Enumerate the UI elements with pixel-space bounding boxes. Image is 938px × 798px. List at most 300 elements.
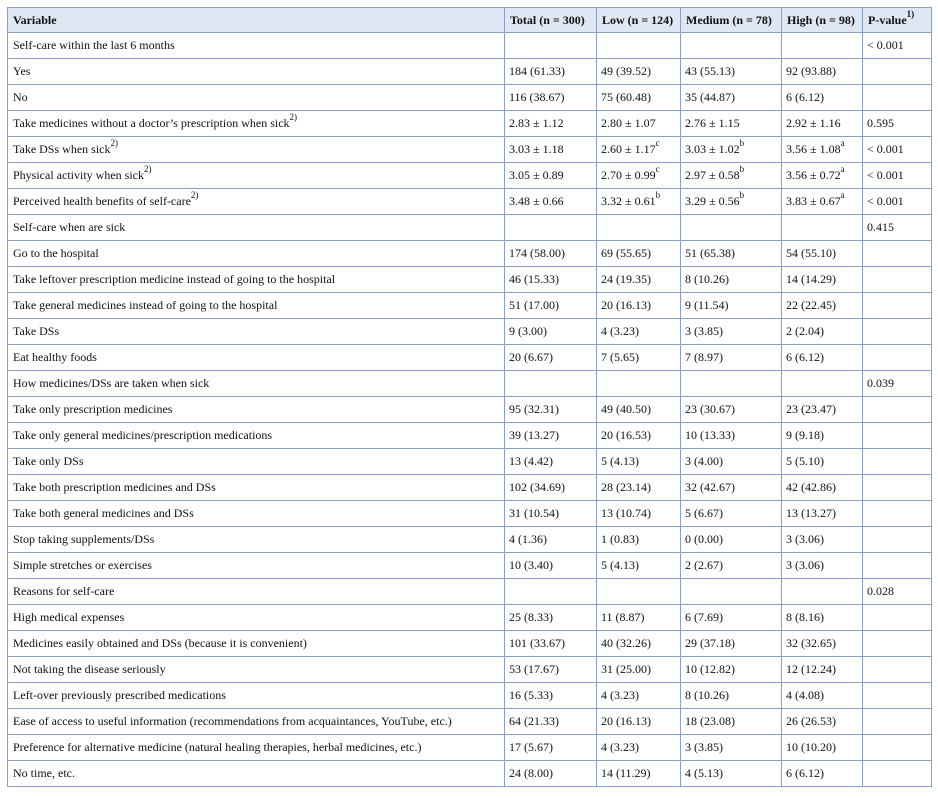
cell-text: 31 (10.54) <box>509 506 559 520</box>
cell-variable <box>8 579 505 605</box>
footnote-marker: b <box>739 138 745 148</box>
cell-text: 9 (9.18) <box>786 428 824 442</box>
cell-p-value <box>863 111 932 137</box>
cell-medium <box>681 85 782 111</box>
cell-text: 5 (6.67) <box>685 506 723 520</box>
cell-variable <box>8 163 505 189</box>
cell-text: Preference for alternative medicine (natural healing therapies, herbal medicines, etc.) <box>13 740 422 754</box>
cell-medium <box>681 397 782 423</box>
cell-text: 7 (5.65) <box>601 350 639 364</box>
cell-text: 22 (22.45) <box>786 298 836 312</box>
cell-text: 40 (32.26) <box>601 636 651 650</box>
cell-low <box>597 241 681 267</box>
table-row <box>8 189 932 215</box>
cell-low <box>597 33 681 59</box>
cell-low <box>597 215 681 241</box>
footnote-marker: b <box>655 190 661 200</box>
cell-high <box>782 631 863 657</box>
cell-variable <box>8 449 505 475</box>
cell-high <box>782 761 863 787</box>
cell-variable <box>8 33 505 59</box>
cell-total <box>505 709 597 735</box>
table-row <box>8 371 932 397</box>
cell-medium <box>681 293 782 319</box>
cell-p-value <box>863 33 932 59</box>
cell-total <box>505 85 597 111</box>
cell-total <box>505 371 597 397</box>
table-header <box>8 8 932 33</box>
cell-medium <box>681 111 782 137</box>
cell-text: 13 (13.27) <box>786 506 836 520</box>
cell-high <box>782 293 863 319</box>
cell-medium <box>681 267 782 293</box>
cell-text: 3 (3.85) <box>685 740 723 754</box>
cell-low <box>597 267 681 293</box>
cell-medium <box>681 631 782 657</box>
cell-total <box>505 449 597 475</box>
cell-medium <box>681 475 782 501</box>
cell-high <box>782 735 863 761</box>
cell-text: 4 (3.23) <box>601 688 639 702</box>
cell-text: < 0.001 <box>867 194 904 208</box>
cell-text: Take DSs <box>13 324 60 338</box>
table-row <box>8 683 932 709</box>
cell-total <box>505 423 597 449</box>
footnote-marker: 2) <box>143 164 152 174</box>
column-header-variable <box>8 8 505 33</box>
cell-p-value <box>863 293 932 319</box>
footnote-marker: c <box>655 138 660 148</box>
cell-text: Take only prescription medicines <box>13 402 173 416</box>
column-header-high <box>782 8 863 33</box>
cell-text: 32 (32.65) <box>786 636 836 650</box>
cell-p-value <box>863 553 932 579</box>
cell-text: 1 (0.83) <box>601 532 639 546</box>
cell-low <box>597 397 681 423</box>
cell-total <box>505 33 597 59</box>
cell-text: Simple stretches or exercises <box>13 558 152 572</box>
table-row <box>8 579 932 605</box>
cell-text: 2 (2.67) <box>685 558 723 572</box>
cell-variable <box>8 241 505 267</box>
cell-total <box>505 475 597 501</box>
table-row <box>8 85 932 111</box>
cell-text: Take both prescription medicines and DSs <box>13 480 216 494</box>
footnote-marker: b <box>739 190 745 200</box>
cell-low <box>597 475 681 501</box>
cell-high <box>782 423 863 449</box>
column-header-p-value <box>863 8 932 33</box>
cell-medium <box>681 163 782 189</box>
cell-text: 75 (60.48) <box>601 90 651 104</box>
cell-low <box>597 605 681 631</box>
cell-text: Take only DSs <box>13 454 84 468</box>
cell-text: 3 (3.06) <box>786 532 824 546</box>
cell-text: 13 (4.42) <box>509 454 553 468</box>
cell-variable <box>8 527 505 553</box>
cell-text: 4 (3.23) <box>601 324 639 338</box>
cell-variable <box>8 501 505 527</box>
table-row <box>8 241 932 267</box>
cell-text: 25 (8.33) <box>509 610 553 624</box>
cell-high <box>782 657 863 683</box>
table-row <box>8 631 932 657</box>
cell-text: Eat healthy foods <box>13 350 97 364</box>
cell-medium <box>681 215 782 241</box>
cell-text: 4 (3.23) <box>601 740 639 754</box>
cell-high <box>782 215 863 241</box>
table-row <box>8 345 932 371</box>
cell-high <box>782 111 863 137</box>
cell-text: 13 (10.74) <box>601 506 651 520</box>
cell-medium <box>681 241 782 267</box>
cell-variable <box>8 189 505 215</box>
cell-p-value <box>863 59 932 85</box>
table-row <box>8 605 932 631</box>
cell-low <box>597 449 681 475</box>
cell-high <box>782 527 863 553</box>
cell-text: 42 (42.86) <box>786 480 836 494</box>
cell-total <box>505 163 597 189</box>
table-row <box>8 501 932 527</box>
cell-text: 116 (38.67) <box>509 90 565 104</box>
cell-p-value <box>863 345 932 371</box>
cell-p-value <box>863 449 932 475</box>
cell-text: 2.80 ± 1.07 <box>601 116 656 130</box>
cell-text: Self-care when are sick <box>13 220 126 234</box>
table-row <box>8 111 932 137</box>
cell-low <box>597 137 681 163</box>
cell-text: 24 (8.00) <box>509 766 553 780</box>
cell-text: 2.60 ± 1.17 <box>601 142 656 156</box>
cell-text: High medical expenses <box>13 610 125 624</box>
cell-p-value <box>863 761 932 787</box>
cell-text: 3.29 ± 0.56 <box>685 194 740 208</box>
cell-total <box>505 293 597 319</box>
cell-variable <box>8 371 505 397</box>
cell-high <box>782 449 863 475</box>
cell-text: 2.70 ± 0.99 <box>601 168 656 182</box>
cell-high <box>782 319 863 345</box>
cell-text: 8 (10.26) <box>685 272 729 286</box>
cell-low <box>597 189 681 215</box>
cell-total <box>505 631 597 657</box>
cell-medium <box>681 423 782 449</box>
cell-total <box>505 761 597 787</box>
cell-text: 0.415 <box>867 220 894 234</box>
cell-text: 10 (10.20) <box>786 740 836 754</box>
cell-variable <box>8 553 505 579</box>
table-row <box>8 319 932 345</box>
cell-text: Perceived health benefits of self-care <box>13 194 191 208</box>
table-row <box>8 553 932 579</box>
cell-variable <box>8 423 505 449</box>
footnote-marker: a <box>840 164 845 174</box>
cell-high <box>782 137 863 163</box>
cell-p-value <box>863 527 932 553</box>
cell-text: 3.56 ± 1.08 <box>786 142 841 156</box>
cell-text: 102 (34.69) <box>509 480 565 494</box>
cell-text: 174 (58.00) <box>509 246 565 260</box>
column-header-label: Medium (n = 78) <box>686 12 772 27</box>
cell-text: 49 (39.52) <box>601 64 651 78</box>
cell-text: 0.028 <box>867 584 894 598</box>
footnote-marker: 2) <box>289 112 298 122</box>
table-row <box>8 33 932 59</box>
cell-text: 3.03 ± 1.18 <box>509 142 564 156</box>
cell-p-value <box>863 189 932 215</box>
cell-low <box>597 553 681 579</box>
cell-p-value <box>863 397 932 423</box>
cell-text: 10 (3.40) <box>509 558 553 572</box>
cell-total <box>505 683 597 709</box>
cell-variable <box>8 293 505 319</box>
table-row <box>8 475 932 501</box>
cell-high <box>782 397 863 423</box>
cell-text: 3.05 ± 0.89 <box>509 168 564 182</box>
cell-text: 23 (23.47) <box>786 402 836 416</box>
cell-text: Go to the hospital <box>13 246 99 260</box>
table-row <box>8 163 932 189</box>
table-row <box>8 657 932 683</box>
cell-total <box>505 345 597 371</box>
cell-total <box>505 553 597 579</box>
cell-text: 3.03 ± 1.02 <box>685 142 740 156</box>
cell-text: 5 (4.13) <box>601 558 639 572</box>
cell-variable <box>8 397 505 423</box>
column-header-label: P-value <box>868 12 907 27</box>
cell-low <box>597 111 681 137</box>
cell-p-value <box>863 423 932 449</box>
cell-p-value <box>863 85 932 111</box>
cell-total <box>505 267 597 293</box>
cell-total <box>505 137 597 163</box>
cell-variable <box>8 345 505 371</box>
cell-variable <box>8 137 505 163</box>
cell-variable <box>8 59 505 85</box>
cell-text: 2.76 ± 1.15 <box>685 116 740 130</box>
cell-text: 16 (5.33) <box>509 688 553 702</box>
cell-high <box>782 85 863 111</box>
cell-text: 3 (3.06) <box>786 558 824 572</box>
cell-p-value <box>863 137 932 163</box>
cell-high <box>782 267 863 293</box>
cell-low <box>597 735 681 761</box>
footnote-marker: b <box>739 164 745 174</box>
cell-text: 92 (93.88) <box>786 64 836 78</box>
cell-text: 5 (4.13) <box>601 454 639 468</box>
cell-high <box>782 605 863 631</box>
cell-low <box>597 501 681 527</box>
cell-text: 95 (32.31) <box>509 402 559 416</box>
cell-medium <box>681 345 782 371</box>
cell-text: 14 (11.29) <box>601 766 651 780</box>
cell-text: Take medicines without a doctor’s prescription when sick <box>13 116 290 130</box>
cell-total <box>505 579 597 605</box>
cell-high <box>782 189 863 215</box>
cell-high <box>782 709 863 735</box>
cell-text: Left-over previously prescribed medications <box>13 688 226 702</box>
table-row <box>8 59 932 85</box>
cell-text: 39 (13.27) <box>509 428 559 442</box>
cell-text: 184 (61.33) <box>509 64 565 78</box>
cell-text: 26 (26.53) <box>786 714 836 728</box>
cell-medium <box>681 501 782 527</box>
cell-p-value <box>863 215 932 241</box>
cell-medium <box>681 735 782 761</box>
cell-total <box>505 59 597 85</box>
cell-total <box>505 319 597 345</box>
cell-variable <box>8 319 505 345</box>
cell-text: 6 (6.12) <box>786 766 824 780</box>
cell-medium <box>681 319 782 345</box>
table-row <box>8 423 932 449</box>
cell-text: How medicines/DSs are taken when sick <box>13 376 210 390</box>
cell-text: 46 (15.33) <box>509 272 559 286</box>
cell-variable <box>8 215 505 241</box>
cell-text: 3 (4.00) <box>685 454 723 468</box>
cell-text: 10 (13.33) <box>685 428 735 442</box>
cell-total <box>505 735 597 761</box>
cell-text: 2.83 ± 1.12 <box>509 116 564 130</box>
cell-text: 53 (17.67) <box>509 662 559 676</box>
cell-text: 6 (6.12) <box>786 90 824 104</box>
cell-p-value <box>863 605 932 631</box>
cell-high <box>782 163 863 189</box>
cell-p-value <box>863 657 932 683</box>
cell-low <box>597 631 681 657</box>
table-row <box>8 709 932 735</box>
cell-low <box>597 371 681 397</box>
cell-text: 6 (6.12) <box>786 350 824 364</box>
cell-text: 23 (30.67) <box>685 402 735 416</box>
column-header-label: Variable <box>13 12 57 27</box>
footnote-marker: 2) <box>110 138 118 148</box>
cell-high <box>782 683 863 709</box>
table-row <box>8 449 932 475</box>
cell-high <box>782 475 863 501</box>
footnote-marker: a <box>840 138 845 148</box>
cell-low <box>597 761 681 787</box>
cell-text: Yes <box>13 64 31 78</box>
footnote-marker: 2) <box>190 190 199 200</box>
cell-text: 10 (12.82) <box>685 662 735 676</box>
cell-text: < 0.001 <box>867 168 904 182</box>
cell-text: Take leftover prescription medicine instead of going to the hospital <box>13 272 336 286</box>
cell-medium <box>681 683 782 709</box>
table-row <box>8 761 932 787</box>
cell-medium <box>681 371 782 397</box>
cell-p-value <box>863 631 932 657</box>
cell-p-value <box>863 475 932 501</box>
cell-text: Medicines easily obtained and DSs (because it is convenient) <box>13 636 307 650</box>
cell-low <box>597 319 681 345</box>
cell-text: 43 (55.13) <box>685 64 735 78</box>
table-body <box>8 33 932 787</box>
column-header-label: Total (n = 300) <box>510 12 585 27</box>
cell-p-value <box>863 241 932 267</box>
cell-text: 29 (37.18) <box>685 636 735 650</box>
cell-text: 32 (42.67) <box>685 480 735 494</box>
cell-text: Ease of access to useful information (recommendations from acquaintances, YouTube, etc.) <box>13 714 452 728</box>
cell-high <box>782 59 863 85</box>
cell-text: Stop taking supplements/DSs <box>13 532 155 546</box>
cell-low <box>597 293 681 319</box>
cell-p-value <box>863 735 932 761</box>
cell-high <box>782 33 863 59</box>
cell-text: No <box>13 90 28 104</box>
cell-p-value <box>863 163 932 189</box>
cell-p-value <box>863 319 932 345</box>
cell-medium <box>681 137 782 163</box>
data-table <box>7 7 932 787</box>
cell-text: 49 (40.50) <box>601 402 651 416</box>
cell-text: 5 (5.10) <box>786 454 824 468</box>
cell-text: 3 (3.85) <box>685 324 723 338</box>
cell-low <box>597 579 681 605</box>
cell-text: Take only general medicines/prescription medications <box>13 428 273 442</box>
cell-medium <box>681 605 782 631</box>
table-row <box>8 137 932 163</box>
cell-text: 8 (8.16) <box>786 610 824 624</box>
table-row <box>8 527 932 553</box>
cell-text: 18 (23.08) <box>685 714 735 728</box>
cell-p-value <box>863 683 932 709</box>
cell-medium <box>681 59 782 85</box>
cell-high <box>782 371 863 397</box>
cell-high <box>782 579 863 605</box>
cell-medium <box>681 449 782 475</box>
cell-p-value <box>863 267 932 293</box>
cell-low <box>597 709 681 735</box>
footnote-marker: a <box>840 190 845 200</box>
cell-low <box>597 163 681 189</box>
cell-text: Take general medicines instead of going to the hospital <box>13 298 278 312</box>
cell-text: 4 (4.08) <box>786 688 824 702</box>
table-row <box>8 267 932 293</box>
cell-total <box>505 189 597 215</box>
cell-text: No time, etc. <box>13 766 75 780</box>
cell-medium <box>681 189 782 215</box>
cell-p-value <box>863 579 932 605</box>
column-header-medium <box>681 8 782 33</box>
cell-text: 11 (8.87) <box>601 610 645 624</box>
table-row <box>8 735 932 761</box>
cell-variable <box>8 111 505 137</box>
cell-text: 0.039 <box>867 376 894 390</box>
cell-text: Take DSs when sick <box>13 142 111 156</box>
cell-variable <box>8 657 505 683</box>
cell-variable <box>8 605 505 631</box>
cell-text: 2.92 ± 1.16 <box>786 116 841 130</box>
cell-medium <box>681 709 782 735</box>
cell-text: 51 (17.00) <box>509 298 559 312</box>
cell-text: 0.595 <box>867 116 894 130</box>
cell-text: 20 (16.13) <box>601 714 651 728</box>
cell-medium <box>681 657 782 683</box>
cell-text: 17 (5.67) <box>509 740 553 754</box>
cell-text: 20 (16.53) <box>601 428 651 442</box>
header-row <box>8 8 932 33</box>
cell-text: 9 (3.00) <box>509 324 547 338</box>
cell-low <box>597 59 681 85</box>
column-header-label: Low (n = 124) <box>602 12 674 27</box>
cell-text: Self-care within the last 6 months <box>13 38 175 52</box>
cell-text: 6 (7.69) <box>685 610 723 624</box>
column-header-total <box>505 8 597 33</box>
table-row <box>8 397 932 423</box>
cell-text: 64 (21.33) <box>509 714 559 728</box>
